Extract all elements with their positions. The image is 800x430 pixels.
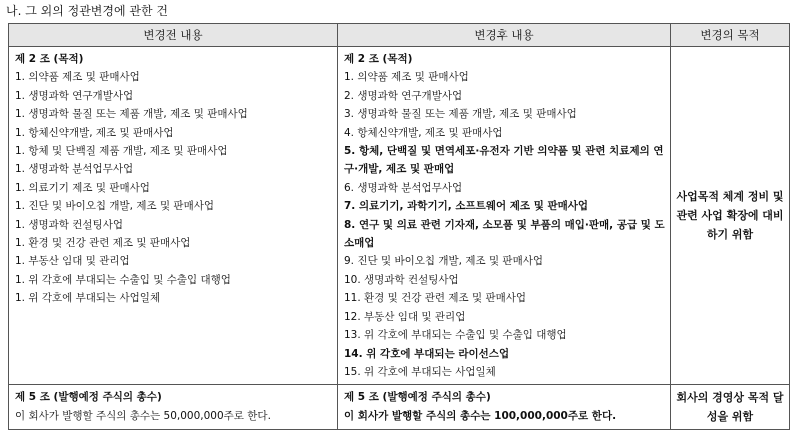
- section-heading: 나. 그 외의 정관변경에 관한 건: [6, 4, 168, 18]
- purpose-cell-article5: 회사의 경영상 목적 달성을 위함: [671, 385, 790, 430]
- before-title: 제 5 조 (발행예정 주식의 총수): [15, 391, 162, 404]
- purpose-cell-article2: 사업목적 체계 정비 및 관련 사업 확장에 대비하기 위함: [671, 47, 790, 385]
- after-item-changed: 14. 위 각호에 부대되는 라이선스업: [344, 347, 510, 360]
- after-item: 11. 환경 및 건강 관련 제조 및 판매사업: [344, 292, 527, 305]
- before-item: 1. 위 각호에 부대되는 사업일체: [15, 292, 161, 305]
- after-item: 6. 생명과학 분석업무사업: [344, 181, 463, 194]
- header-before: 변경전 내용: [9, 24, 338, 47]
- after-item-changed: 8. 연구 및 의료 관련 기자재, 소모품 및 부품의 매입·판매, 공급 및 도소매업: [344, 218, 665, 250]
- after-item: 10. 생명과학 컨설팅사업: [344, 273, 459, 286]
- after-title: 제 2 조 (목적): [344, 53, 413, 65]
- table-row: [9, 385, 790, 430]
- before-item: 1. 의약품 제조 및 판매사업: [15, 71, 140, 84]
- before-item: 1. 환경 및 건강 관련 제조 및 판매사업: [15, 237, 191, 250]
- after-cell-article5: [338, 385, 671, 430]
- after-item: 13. 위 각호에 부대되는 수출입 및 수출입 대행업: [344, 329, 567, 342]
- amendment-table: [8, 23, 790, 430]
- after-text: 이 회사가 발행할 주식의 총수는 100,000,000주로 한다.: [344, 410, 617, 423]
- after-item: 9. 진단 및 바이오칩 개발, 제조 및 판매사업: [344, 255, 544, 268]
- after-item: 12. 부동산 임대 및 관리업: [344, 310, 466, 323]
- before-item: 1. 생명과학 컨설팅사업: [15, 218, 123, 231]
- table-row: [9, 47, 790, 385]
- after-item: 3. 생명과학 물질 또는 제품 개발, 제조 및 판매사업: [344, 108, 577, 121]
- after-item: 2. 생명과학 연구개발사업: [344, 89, 463, 102]
- before-text: 이 회사가 발행할 주식의 총수는 50,000,000주로 한다.: [15, 410, 271, 423]
- before-item: 1. 항체 및 단백질 제품 개발, 제조 및 판매사업: [15, 145, 228, 158]
- after-title: 제 5 조 (발행예정 주식의 총수): [344, 391, 491, 404]
- before-title: 제 2 조 (목적): [15, 53, 84, 65]
- after-item: 1. 의약품 제조 및 판매사업: [344, 71, 469, 84]
- header-after: 변경후 내용: [338, 24, 671, 47]
- before-cell-article2: [9, 47, 338, 385]
- table-header-row: [9, 24, 790, 47]
- before-item: 1. 생명과학 연구개발사업: [15, 89, 134, 102]
- after-item: 4. 항체신약개발, 제조 및 판매사업: [344, 126, 503, 139]
- after-item-changed: 7. 의료기기, 과학기기, 소프트웨어 제조 및 판매사업: [344, 200, 589, 213]
- before-item: 1. 의료기기 제조 및 판매사업: [15, 181, 150, 194]
- before-item: 1. 생명과학 분석업무사업: [15, 163, 134, 176]
- header-purpose: 변경의 목적: [671, 24, 790, 47]
- before-item: 1. 항체신약개발, 제조 및 판매사업: [15, 126, 174, 139]
- before-item: 1. 위 각호에 부대되는 수출입 및 수출입 대행업: [15, 273, 231, 286]
- before-cell-article5: [9, 385, 338, 430]
- before-item: 1. 생명과학 물질 또는 제품 개발, 제조 및 판매사업: [15, 108, 248, 121]
- after-item-changed: 5. 항체, 단백질 및 면역세포·유전자 기반 의약품 및 관련 치료제의 연구·개발, 제조 및 판매업: [344, 145, 664, 176]
- after-item: 15. 위 각호에 부대되는 사업일체: [344, 365, 496, 378]
- before-item: 1. 부동산 임대 및 관리업: [15, 255, 130, 268]
- after-cell-article2: [338, 47, 671, 385]
- before-item: 1. 진단 및 바이오칩 개발, 제조 및 판매사업: [15, 200, 215, 213]
